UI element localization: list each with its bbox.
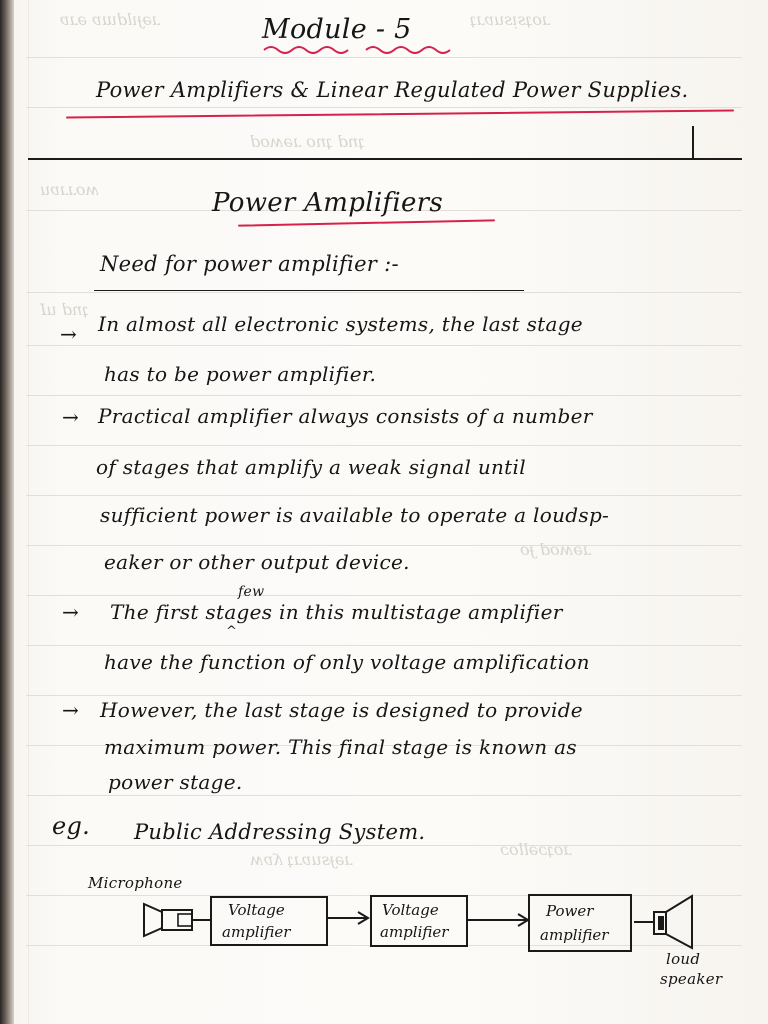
speaker-label: loud [666, 950, 701, 968]
ruled-line [26, 445, 742, 446]
block-label: amplifier [540, 926, 609, 944]
block-label: Power [546, 902, 594, 920]
bleed-through: ɹǝɟsuɐɹʇ ʎɐʍ [250, 850, 353, 869]
ruled-line [26, 695, 742, 696]
inserted-word: few [238, 584, 265, 600]
bullet-marker: → [60, 322, 78, 346]
ruled-line [26, 107, 742, 108]
block-label: Voltage [382, 901, 439, 919]
example-prefix: eg. [52, 812, 91, 840]
caret-mark: ^ [226, 624, 238, 639]
module-title-wavy-underline [262, 44, 452, 56]
bullet-line: In almost all electronic systems, the last stage [98, 312, 583, 336]
block-label: Voltage [228, 901, 285, 919]
example-text: Public Addressing System. [134, 820, 426, 844]
bullet-line: The first stages in this multistage amplifier [110, 600, 563, 624]
ruled-line [26, 845, 742, 846]
microphone-icon [144, 904, 192, 936]
subheading: Need for power amplifier :- [100, 252, 399, 276]
loudspeaker-icon [654, 896, 692, 948]
ruled-line [26, 395, 742, 396]
section-heading: Power Amplifiers [212, 188, 444, 218]
ruled-line [26, 57, 742, 58]
bullet-line: However, the last stage is designed to provide [100, 698, 583, 722]
bullet-marker: → [62, 600, 80, 624]
bullet-line: sufficient power is available to operate a loudsp- [100, 503, 610, 527]
ruled-line [26, 645, 742, 646]
bullet-line: Practical amplifier always consists of a number [98, 404, 593, 428]
bleed-through: ɹoʇɔǝlloɔ [500, 840, 572, 859]
ruled-line [26, 595, 742, 596]
bleed-through: ʍoɹɹɐu [40, 180, 100, 199]
bullet-marker: → [62, 405, 80, 429]
section-heading-underline [238, 219, 495, 226]
page-margin-line [28, 0, 29, 1024]
ruled-line [26, 345, 742, 346]
bullet-line: power stage. [108, 770, 243, 794]
bleed-through: ɹoʇsᴉsuɐɹʇ [470, 10, 550, 29]
microphone-label: Microphone [88, 874, 183, 892]
module-title: Module - 5 [262, 14, 412, 45]
ruled-line [26, 545, 742, 546]
subject-title-underline [66, 110, 734, 119]
speaker-label: speaker [660, 970, 723, 988]
ruled-line [26, 292, 742, 293]
block-label: amplifier [222, 923, 291, 941]
bleed-through: ɹǝʍod ɟo [520, 540, 591, 559]
subject-title: Power Amplifiers & Linear Regulated Power Supplies. [96, 78, 689, 102]
ruled-line [26, 795, 742, 796]
bleed-through: ʇnd uI [40, 300, 89, 319]
ruled-line [26, 495, 742, 496]
bullet-line: maximum power. This final stage is known as [104, 735, 577, 759]
bleed-through: ʇnd ʇno ɹǝʍod [250, 132, 365, 151]
block-label: amplifier [380, 923, 449, 941]
separator-tick [692, 126, 694, 158]
section-separator [28, 158, 742, 160]
bullet-line: has to be power amplifier. [104, 362, 377, 386]
bullet-line: eaker or other output device. [104, 550, 410, 574]
bullet-marker: → [62, 698, 80, 722]
subheading-underline [94, 290, 524, 291]
bullet-line: have the function of only voltage amplification [104, 650, 590, 674]
bleed-through: ɹǝɟıldɯɐ ǝɹɐ [60, 10, 160, 29]
bullet-line: of stages that amplify a weak signal until [96, 455, 526, 479]
